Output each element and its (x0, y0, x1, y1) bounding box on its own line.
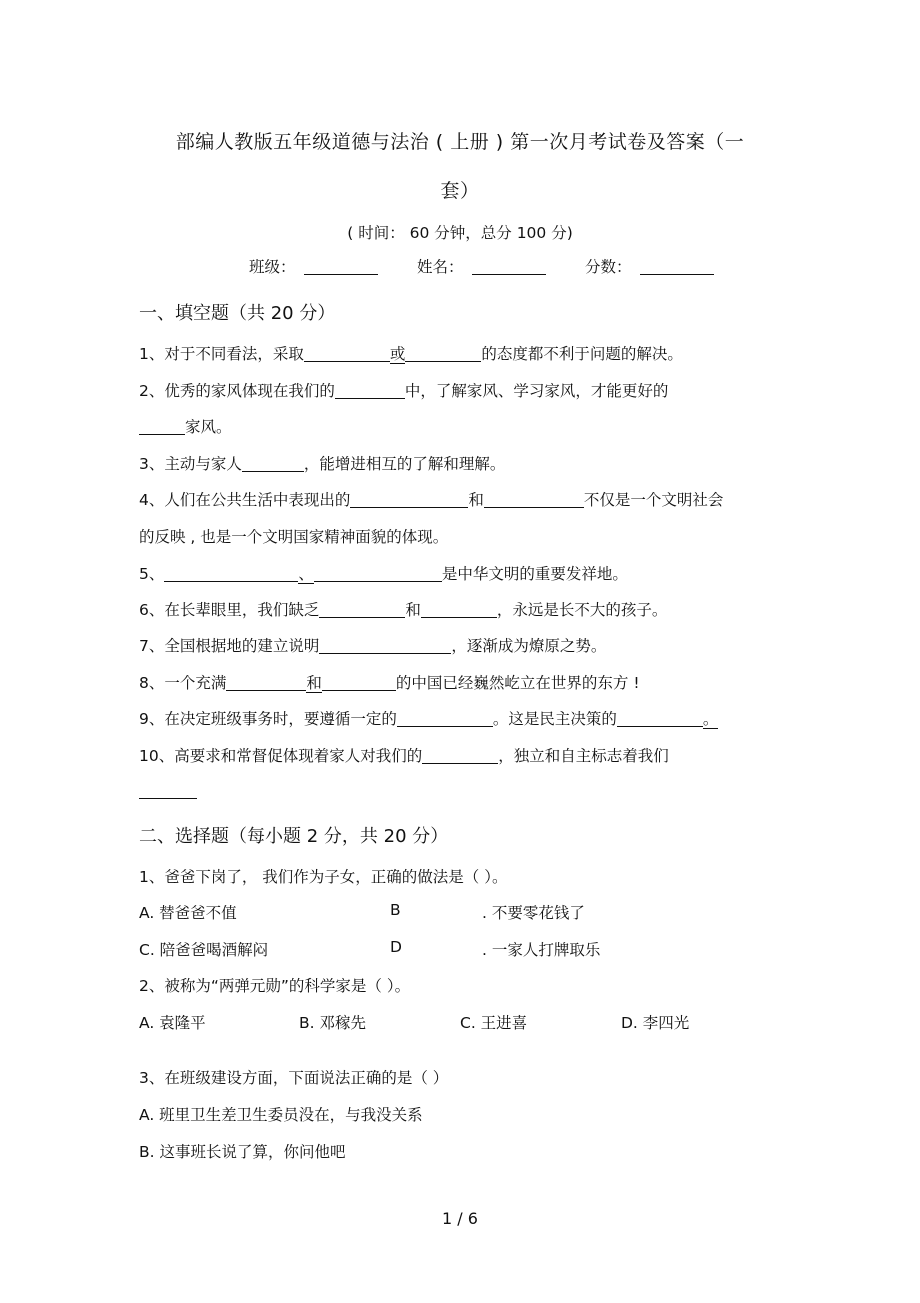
score-blank[interactable] (640, 258, 714, 275)
choice-question-2-stem: 2、被称为“两弹元勋”的科学家是（ ）。 (139, 977, 411, 995)
q3-blank-1[interactable] (242, 455, 304, 472)
q10-blank-2[interactable] (139, 782, 197, 799)
q1-text-b: 或 (389, 345, 406, 363)
q4-blank-1[interactable] (350, 491, 468, 508)
fill-question-8 (139, 671, 640, 693)
q10-text-b: ，独立和自主标志着我们 (498, 747, 669, 765)
class-field (249, 255, 378, 277)
choice-question-1-stem: 1、爸爸下岗了， 我们作为子女，正确的做法是（ ）。 (139, 868, 508, 886)
q1-blank-1[interactable] (304, 345, 390, 362)
q1-option-a[interactable]: A. 替爸爸不值 (139, 904, 237, 922)
q2-option-a[interactable]: A. 袁隆平 (139, 1014, 206, 1032)
q5-blank-2[interactable] (314, 565, 442, 582)
exam-subtitle: ( 时间： 60 分钟，总分 100 分) (347, 224, 573, 242)
q1-option-d-letter[interactable]: D (390, 938, 402, 956)
fill-question-6 (139, 598, 667, 620)
q6-text-b: 和 (405, 601, 421, 619)
class-blank[interactable] (304, 258, 378, 275)
q1-option-b-letter[interactable]: B (390, 901, 401, 919)
q6-text-a: 6、在长辈眼里，我们缺乏 (139, 601, 320, 619)
fill-question-1 (139, 342, 683, 364)
page-number: 1 / 6 (442, 1209, 478, 1228)
q5-blank-1[interactable] (164, 565, 298, 582)
score-label: 分数： (585, 258, 632, 276)
q8-blank-1[interactable] (226, 674, 306, 691)
q4-blank-2[interactable] (484, 491, 584, 508)
choice-question-3-stem: 3、在班级建设方面，下面说法正确的是（ ） (139, 1069, 449, 1087)
q10-text-a: 10、高要求和常督促体现着家人对我们的 (139, 747, 423, 765)
fill-question-10-cont (139, 782, 197, 800)
q2-text-c: 家风。 (185, 418, 232, 436)
q4-text-b: 和 (468, 491, 484, 509)
q2-option-c[interactable]: C. 王进喜 (460, 1014, 528, 1032)
q2-option-d[interactable]: D. 李四光 (621, 1014, 690, 1032)
q1-text-a: 1、对于不同看法，采取 (139, 345, 304, 363)
q9-blank-2[interactable] (617, 710, 703, 727)
q2-blank-2[interactable] (139, 418, 185, 435)
q8-text-c: 的中国已经巍然屹立在世界的东方 ! (395, 674, 640, 692)
q3-option-a[interactable]: A. 班里卫生差卫生委员没在，与我没关系 (139, 1106, 423, 1124)
q10-blank-1[interactable] (422, 747, 498, 764)
q2-option-b[interactable]: B. 邓稼先 (299, 1014, 366, 1032)
q6-text-c: ，永远是长不大的孩子。 (496, 601, 668, 619)
fill-question-4 (139, 488, 723, 510)
fill-question-10 (139, 744, 669, 766)
q2-blank-1[interactable] (335, 382, 405, 399)
q1-option-d-text[interactable]: . 一家人打牌取乐 (482, 941, 601, 959)
q2-text-a: 2、优秀的家风体现在我们的 (139, 382, 335, 400)
q6-blank-2[interactable] (421, 601, 497, 618)
q8-text-b: 和 (306, 674, 322, 692)
name-label: 姓名： (417, 258, 464, 276)
exam-title-line1: 部编人教版五年级道德与法治 ( 上册 ) 第一次月考试卷及答案（一 (175, 131, 745, 153)
q5-text-c: 是中华文明的重要发祥地。 (441, 565, 628, 583)
fill-question-7 (139, 634, 606, 656)
exam-title-line2: 套） (440, 180, 480, 202)
section2-heading: 二、选择题（每小题 2 分，共 20 分） (139, 826, 449, 847)
section1-heading: 一、填空题（共 20 分） (139, 303, 336, 324)
class-label: 班级： (249, 258, 296, 276)
fill-question-9 (139, 707, 718, 729)
fill-question-4-cont: 的反映 , 也是一个文明国家精神面貌的体现。 (139, 528, 449, 546)
q5-text-b: 、 (298, 565, 314, 583)
fill-question-5 (139, 562, 628, 584)
q7-blank-1[interactable] (319, 637, 451, 654)
q4-text-a: 4、人们在公共生活中表现出的 (139, 491, 351, 509)
fill-question-2-cont (139, 415, 232, 437)
q7-text-b: ，逐渐成为燎原之势。 (451, 637, 607, 655)
q2-text-b: 中，了解家风、学习家风，才能更好的 (404, 382, 669, 400)
q3-text-b: ，能增进相互的了解和理解。 (303, 455, 506, 473)
score-field (585, 255, 714, 277)
q5-text-a: 5、 (139, 565, 165, 583)
q1-option-b-text[interactable]: . 不要零花钱了 (482, 904, 585, 922)
q3-text-a: 3、主动与家人 (139, 455, 242, 473)
fill-question-2 (139, 379, 668, 401)
q1-blank-2[interactable] (405, 345, 481, 362)
q4-text-c: 不仅是一个文明社会 (583, 491, 724, 509)
q9-text-a: 9、在决定班级事务时，要遵循一定的 (139, 710, 397, 728)
q8-blank-2[interactable] (322, 674, 396, 691)
q9-blank-1[interactable] (397, 710, 493, 727)
fill-question-3 (139, 452, 505, 474)
q9-text-b: 。这是民主决策的 (492, 710, 617, 728)
q8-text-a: 8、一个充满 (139, 674, 227, 692)
name-field (417, 255, 546, 277)
q6-blank-1[interactable] (319, 601, 405, 618)
q7-text-a: 7、全国根据地的建立说明 (139, 637, 320, 655)
q1-option-c[interactable]: C. 陪爸爸喝酒解闷 (139, 941, 269, 959)
name-blank[interactable] (472, 258, 546, 275)
q1-text-c: 的态度都不利于问题的解决。 (481, 345, 683, 363)
q3-option-b[interactable]: B. 这事班长说了算，你问他吧 (139, 1143, 346, 1161)
q9-text-c: 。 (702, 710, 719, 728)
